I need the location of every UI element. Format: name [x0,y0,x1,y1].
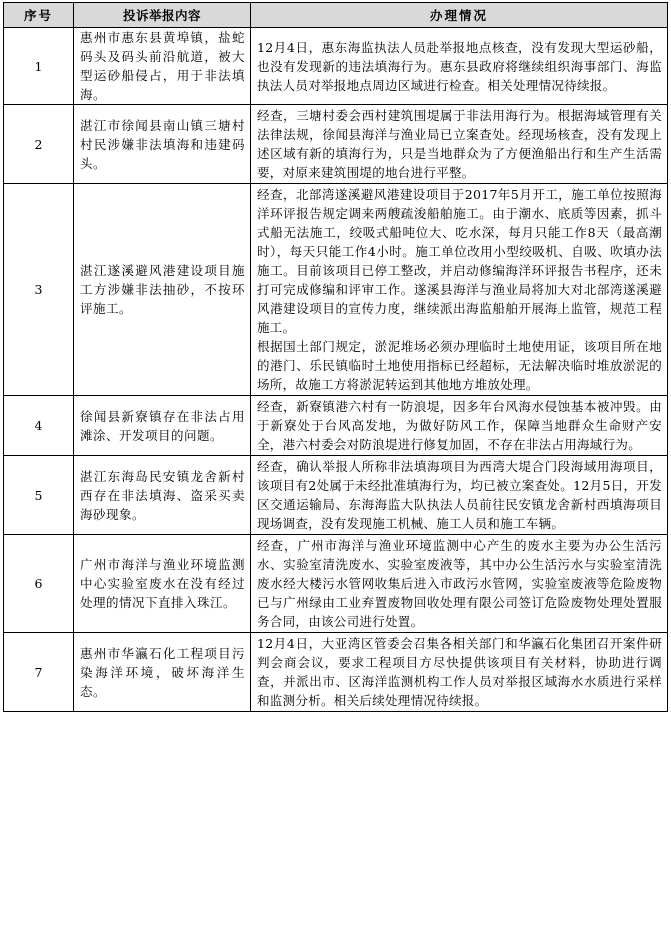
complaint-content: 徐闻县新寮镇存在非法占用滩涂、开发项目的问题。 [74,396,251,456]
row-number: 3 [4,184,74,396]
handling-paragraph: 根据国土部门规定，淤泥堆场必须办理临时土地使用证，该项目所在地的港门、乐民镇临时土地使用指标已经超标，无法解决临时堆放淤泥的场所，故施工方将淤泥转运到其他地方堆放处理。 [257,339,662,392]
handling-paragraph: 12月4日，大亚湾区管委会召集各相关部门和华瀛石化集团召开案件研判会商会议，要求工程项目方尽快提供该项目有关材料，协助进行调查，并派出市、区海洋监测机构工作人员对举报区域海水水质进行采样和监测分析。相关后续处理情况待续报。 [257,636,662,708]
handling-paragraph: 经查，广州市海洋与渔业环境监测中心产生的废水主要为办公生活污水、实验室清洗废水、实验室废液等，其中办公生活污水与实验室清洗废水经大楼污水管网收集后进入市政污水管网，实验室废液等危险废物已与广州绿由工业弃置废物回收处理有限公司签订危险废物处理处置服务合同，由该公司进行处置。 [257,538,662,629]
complaints-table [3,2,668,712]
complaint-content: 惠州市华瀛石化工程项目污染海洋环境，破坏海洋生态。 [74,633,251,712]
row-number: 2 [4,105,74,184]
handling-status [251,184,668,396]
row-number: 4 [4,396,74,456]
handling-paragraph: 经查，确认举报人所称非法填海项目为西湾大堤合门段海域用海项目，该项目有2处属于未经批准填海行为，均已被立案查处。12月5日，开发区交通运输局、东海海监大队执法人员前往民安镇龙舍新村西填海项目现场调查，没有发现施工机械、施工人员和施工车辆。 [257,459,662,531]
table-row [4,456,668,535]
complaint-content: 湛江遂溪避风港建设项目施工方涉嫌非法抽砂，不按环评施工。 [74,184,251,396]
row-number: 1 [4,28,74,105]
complaint-content: 湛江东海岛民安镇龙舍新村西存在非法填海、盗采买卖海砂现象。 [74,456,251,535]
row-number: 6 [4,535,74,633]
complaint-content: 湛江市徐闻县南山镇三塘村村民涉嫌非法填海和违建码头。 [74,105,251,184]
handling-status [251,28,668,105]
table-row [4,105,668,184]
handling-status [251,633,668,712]
handling-status [251,105,668,184]
handling-paragraph: 12月4日，惠东海监执法人员赴举报地点核查，没有发现大型运砂船，也没有发现新的违法填海行为。惠东县政府将继续组织海事部门、海监执法人员对举报地点周边区域进行检查。相关处理情况待续报。 [257,39,662,93]
complaint-content: 广州市海洋与渔业环境监测中心实验室废水在没有经过处理的情况下直排入珠江。 [74,535,251,633]
header-complaint: 投诉举报内容 [74,3,251,28]
table-header-row [4,3,668,28]
table-row [4,184,668,396]
handling-paragraph: 经查，北部湾遂溪避风港建设项目于2017年5月开工，施工单位按照海洋环评报告规定调来两艘疏浚船舶施工。由于潮水、底质等因素，抓斗式船无法施工，绞吸式船吨位大、吃水深，每月只能工作8天（最高潮时），每天只能工作4小时。施工单位改用小型绞吸机、自吸、吹填办法施工。目前该项目已停工整改，并启动修编海洋环评报告书程序，还未打可完成修编和评审工作。遂溪县海洋与渔业局将加大对北部湾遂溪避风港建设项目的宣传力度，继续派出海监船舶开展海上监管，规范工程施工。 [257,187,662,335]
handling-paragraph: 经查，三塘村委会西村建筑围堤属于非法用海行为。根据海域管理有关法律法规，徐闻县海洋与渔业局已立案查处。经现场核查，没有发现上述区域有新的填海行为，只是当地群众为了方便渔船出行和生产生活需要，对原来建筑围堤的地台进行平整。 [257,108,662,180]
handling-status [251,535,668,633]
handling-paragraph: 经查，新寮镇港六村有一防浪堤，因多年台风海水侵蚀基本被冲毁。由于新寮处于台风高发地，为做好防风工作，保障当地群众生命财产安全，港六村委会对防浪堤进行修复加固，不存在非法占用海域行为。 [257,399,662,452]
row-number: 5 [4,456,74,535]
table-row [4,535,668,633]
header-no: 序号 [4,3,74,28]
header-handling: 办理情况 [251,3,668,28]
row-number: 7 [4,633,74,712]
handling-status [251,456,668,535]
table-row [4,633,668,712]
handling-status [251,396,668,456]
table-row [4,396,668,456]
table-row [4,28,668,105]
complaint-content: 惠州市惠东县黄埠镇，盐蛇码头及码头前沿航道，被大型运砂船侵占，用于非法填海。 [74,28,251,105]
